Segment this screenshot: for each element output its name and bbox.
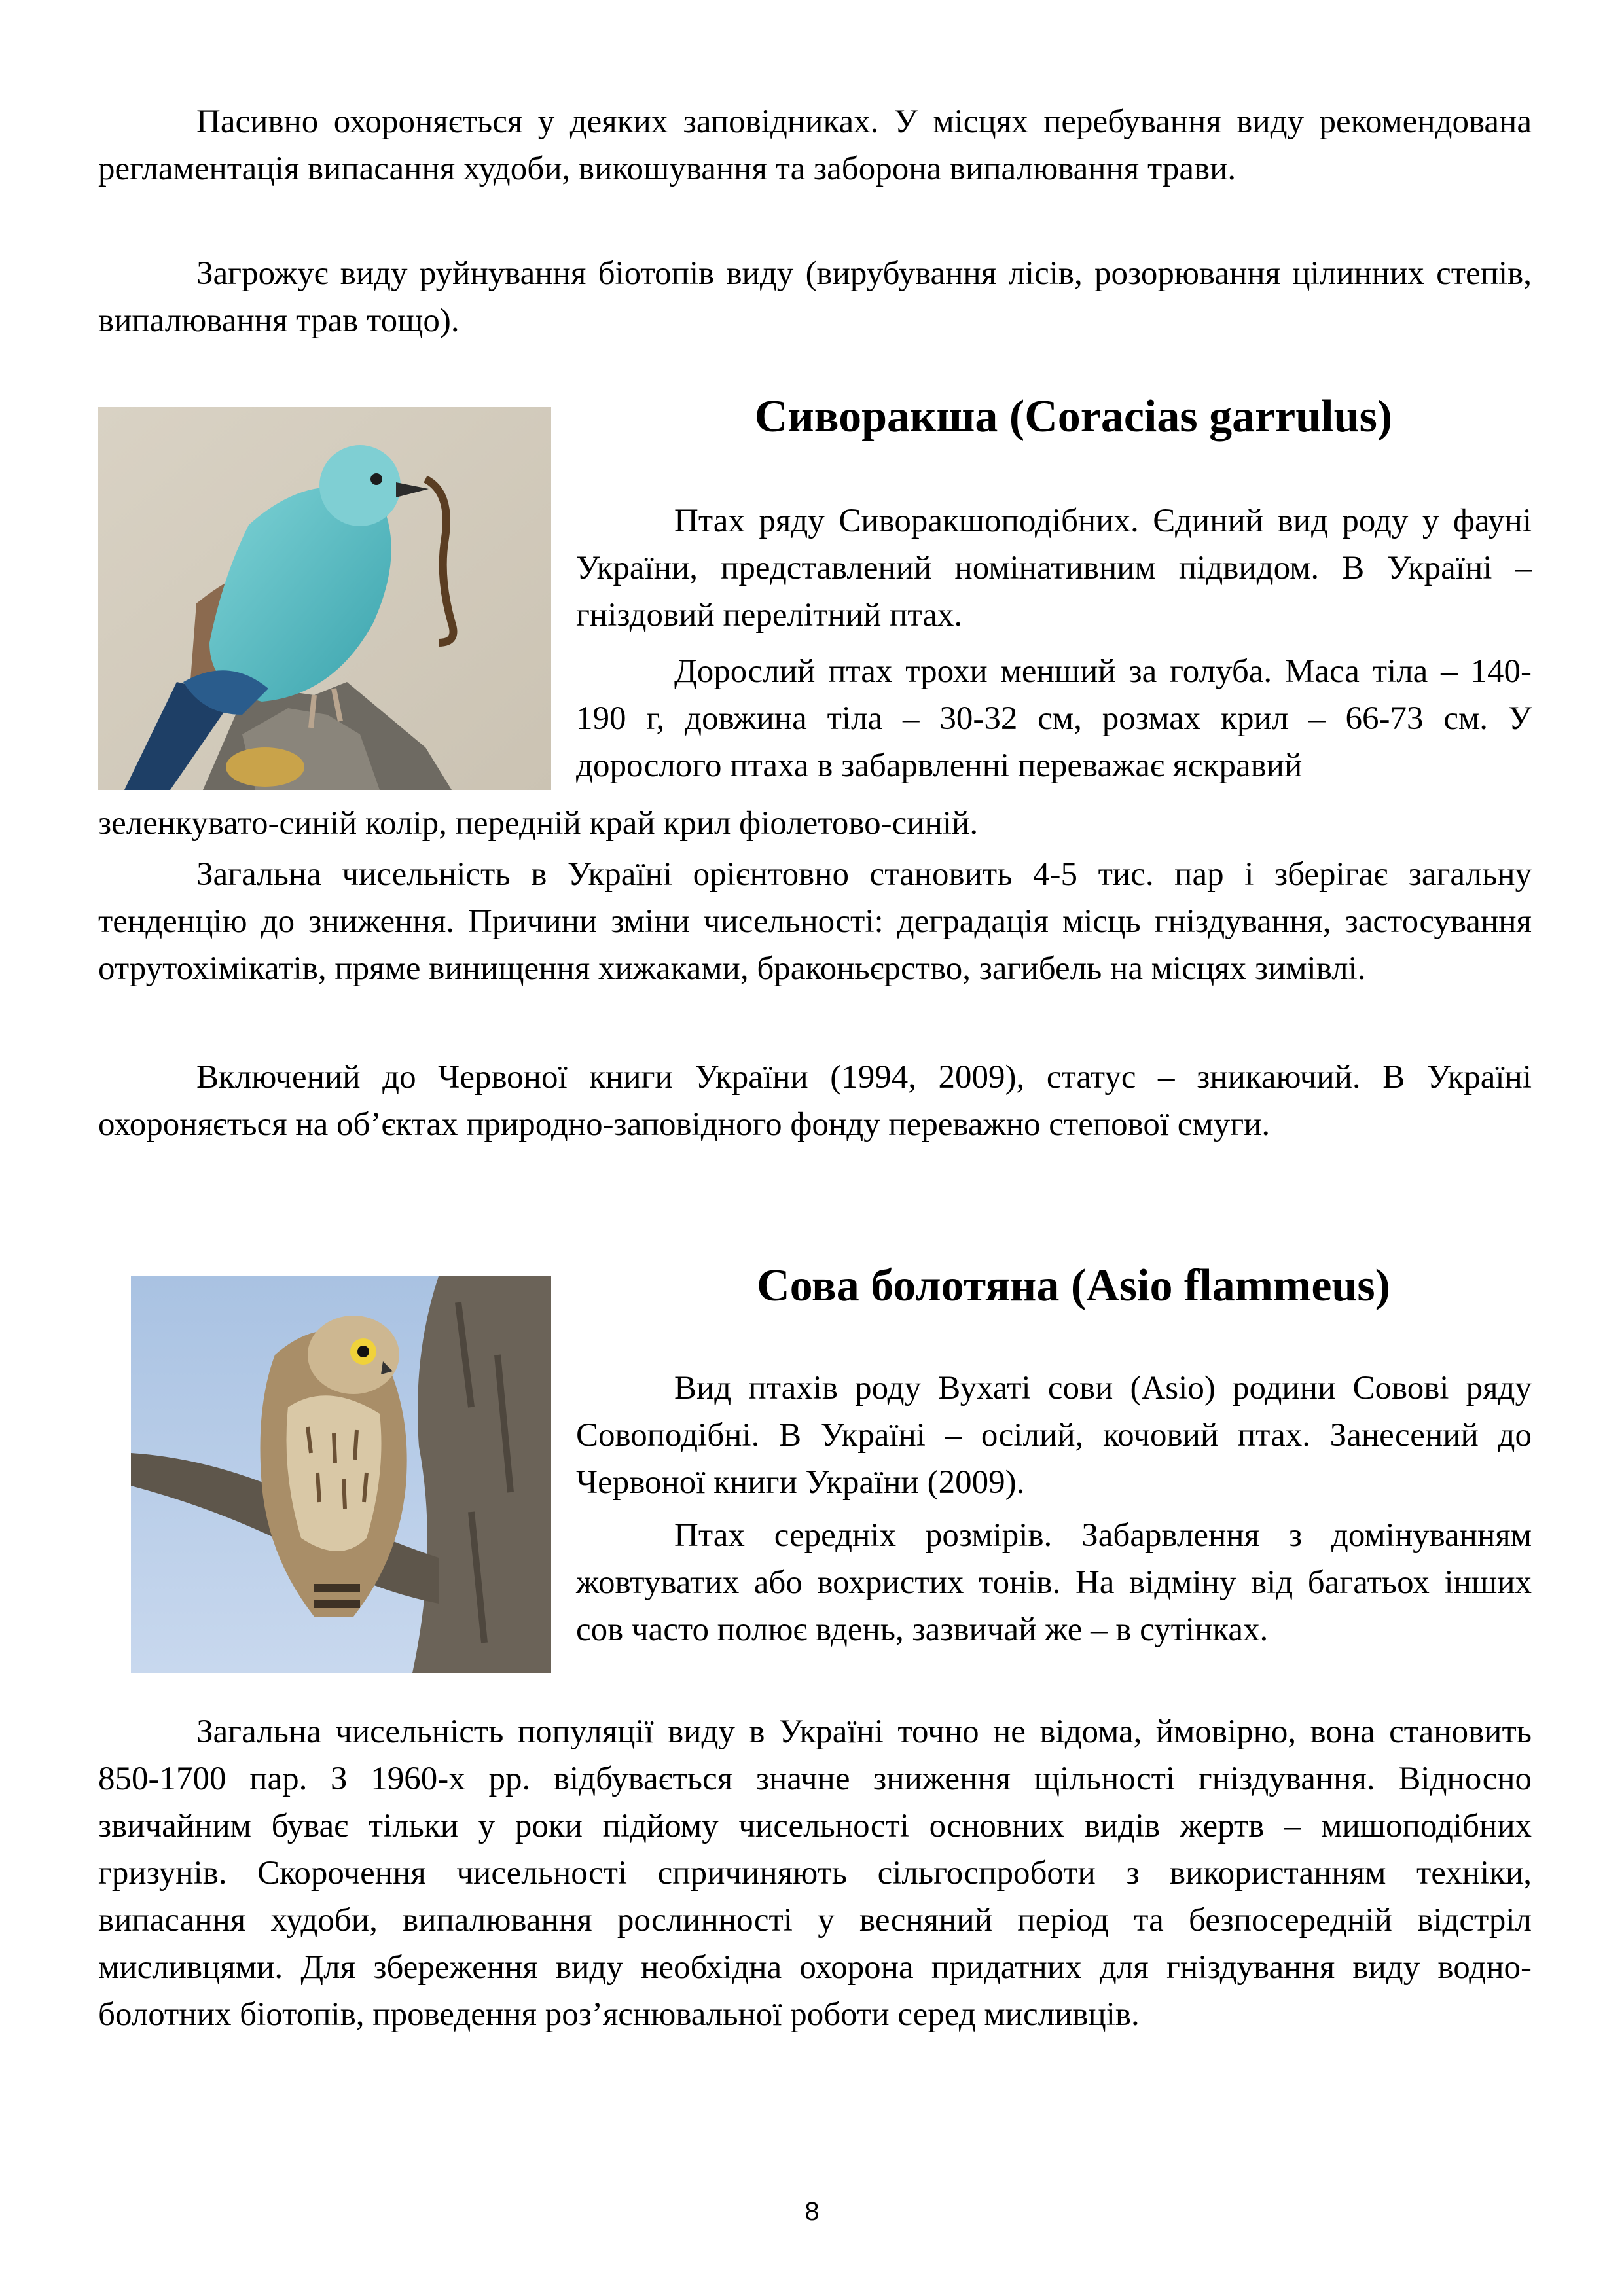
owl-paragraph-3: Загальна чисельність популяції виду в Україні точно не відома, ймовірно, вона становить 850-1700 пар. З 1960-х рр. відбувається значне зниження щільності гніздування. Відносно звичайним буває тільки у роки підйому чисельності основних видів жертв – мишоподібних гризунів. Скорочення чисельності спричиняють сільгоспроботи з використанням техніки, випасання худоби, випалювання рослинності у весняний період та безпосередній відстріл мисливцями. Для збереження виду необхідна охорона придатних для гніздування виду водно-болотних біотопів, проведення роз’яснювальної роботи серед мисливців. [98, 1713, 1532, 2033]
roller-paragraph-2-continued: зеленкувато-синій колір, передній край крил фіолетово-синій. [98, 805, 979, 842]
intro-paragraph-1: Пасивно охороняється у деяких заповідниках. У місцях перебування виду рекомендована регламентація випасання худоби, викошування та заборона випалювання трави. [98, 103, 1532, 187]
european-roller-photo [98, 407, 551, 790]
page-number: 8 [804, 2197, 820, 2226]
roller-section-title: Сиворакша (Coracias garrulus) [754, 391, 1393, 442]
owl-section-title: Сова болотяна (Asio flammeus) [757, 1261, 1390, 1311]
roller-paragraph-1: Птах ряду Сиворакшоподібних. Єдиний вид роду у фауні України, представлений номінативним підвидом. В Україні – гніздовий перелітний птах. [576, 503, 1532, 634]
roller-paragraph-2: Дорослий птах трохи менший за голуба. Маса тіла – 140-190 г, довжина тіла – 30-32 см, розмах крил – 66-73 см. У дорослого птаха в забарвленні переважає яскравий [576, 653, 1532, 784]
roller-bird-icon [98, 407, 551, 790]
owl-paragraph-2: Птах середніх розмірів. Забарвлення з домінуванням жовтуватих або вохристих тонів. На відміну від багатьох інших сов часто полює вдень, зазвичай же – в сутінках. [576, 1517, 1532, 1648]
intro-paragraph-2: Загрожує виду руйнування біотопів виду (вирубування лісів, розорювання цілинних степів, випалювання трав тощо). [98, 255, 1532, 339]
owl-bird-icon [131, 1276, 551, 1673]
owl-paragraph-1: Вид птахів роду Вухаті сови (Asio) родини Совові ряду Совоподібні. В Україні – осілий, кочовий птах. Занесений до Червоної книги України (2009). [576, 1370, 1532, 1501]
roller-paragraph-4: Включений до Червоної книги України (1994, 2009), статус – зникаючий. В Україні охороняється на об’єктах природно-заповідного фонду переважно степової смуги. [98, 1059, 1532, 1143]
roller-paragraph-3: Загальна чисельність в Україні орієнтовно становить 4-5 тис. пар і зберігає загальну тенденцію до зниження. Причини зміни чисельності: деградація місць гніздування, застосування отрутохімікатів, пряме винищення хижаками, браконьєрство, загибель на місцях зимівлі. [98, 856, 1532, 987]
short-eared-owl-photo [131, 1276, 551, 1673]
